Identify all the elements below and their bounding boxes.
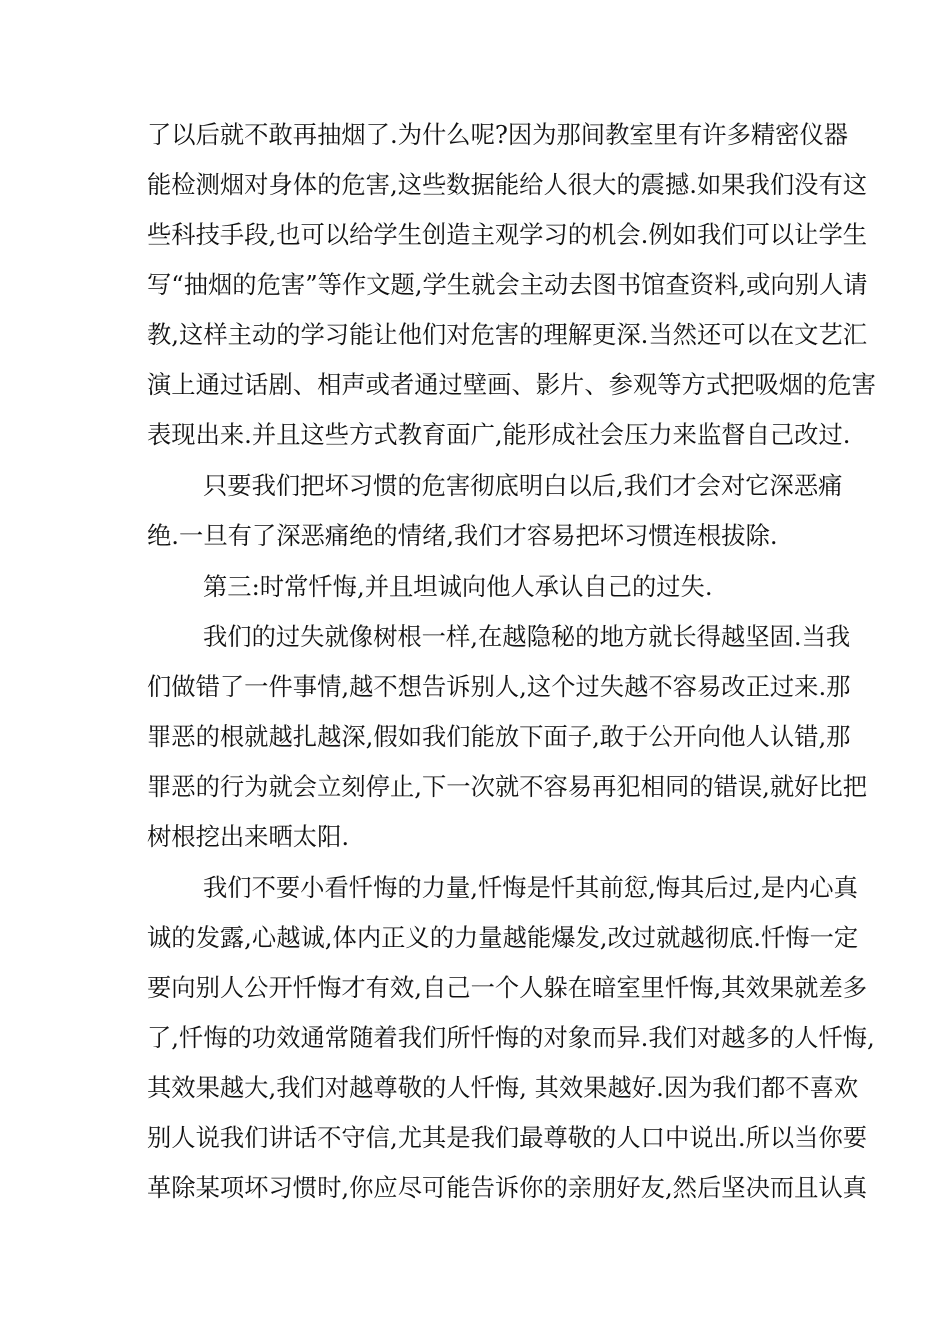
text-line: 树根挖出来晒太阳. xyxy=(147,822,350,851)
text-line: 其效果越大,我们对越尊敬的人忏悔, 其效果越好.因为我们都不喜欢 xyxy=(147,1073,859,1102)
text-line: 了以后就不敢再抽烟了.为什么呢?因为那间教室里有许多精密仪器 xyxy=(147,120,849,149)
text-line: 演上通过话剧、相声或者通过壁画、影片、参观等方式把吸烟的危害 xyxy=(147,370,876,399)
paragraph-first-line: 我们的过失就像树根一样,在越隐秘的地方就长得越坚固.当我 xyxy=(203,622,851,651)
text-line: 写“抽烟的危害”等作文题,学生就会主动去图书馆查资料,或向别人请 xyxy=(147,270,868,299)
text-line: 表现出来.并且这些方式教育面广,能形成社会压力来监督自己改过. xyxy=(147,420,851,449)
paragraph-first-line: 只要我们把坏习惯的危害彻底明白以后,我们才会对它深恶痛 xyxy=(203,471,843,500)
paragraph-first-line: 我们不要小看忏悔的力量,忏悔是忏其前愆,悔其后过,是内心真 xyxy=(203,873,858,902)
text-line: 要向别人公开忏悔才有效,自己一个人躲在暗室里忏悔,其效果就差多 xyxy=(147,973,868,1002)
text-line: 教,这样主动的学习能让他们对危害的理解更深.当然还可以在文艺汇 xyxy=(147,320,868,349)
text-line: 革除某项坏习惯时,你应尽可能告诉你的亲朋好友,然后坚决而且认真 xyxy=(147,1173,868,1202)
text-line: 能检测烟对身体的危害,这些数据能给人很大的震撼.如果我们没有这 xyxy=(147,170,868,199)
text-line: 些科技手段,也可以给学生创造主观学习的机会.例如我们可以让学生 xyxy=(147,220,868,249)
section-heading: 第三:时常忏悔,并且坦诚向他人承认自己的过失. xyxy=(203,572,713,601)
text-line: 罪恶的根就越扎越深,假如我们能放下面子,敢于公开向他人认错,那 xyxy=(147,722,851,751)
text-line: 绝.一旦有了深恶痛绝的情绪,我们才容易把坏习惯连根拔除. xyxy=(147,521,778,550)
text-line: 们做错了一件事情,越不想告诉别人,这个过失越不容易改正过来.那 xyxy=(147,672,851,701)
text-line: 罪恶的行为就会立刻停止,下一次就不容易再犯相同的错误,就好比把 xyxy=(147,772,868,801)
text-line: 诚的发露,心越诚,体内正义的力量越能爆发,改过就越彻底.忏悔一定 xyxy=(147,923,859,952)
text-line: 了,忏悔的功效通常随着我们所忏悔的对象而异.我们对越多的人忏悔, xyxy=(147,1023,875,1052)
text-line: 别人说我们讲话不守信,尤其是我们最尊敬的人口中说出.所以当你要 xyxy=(147,1123,868,1152)
